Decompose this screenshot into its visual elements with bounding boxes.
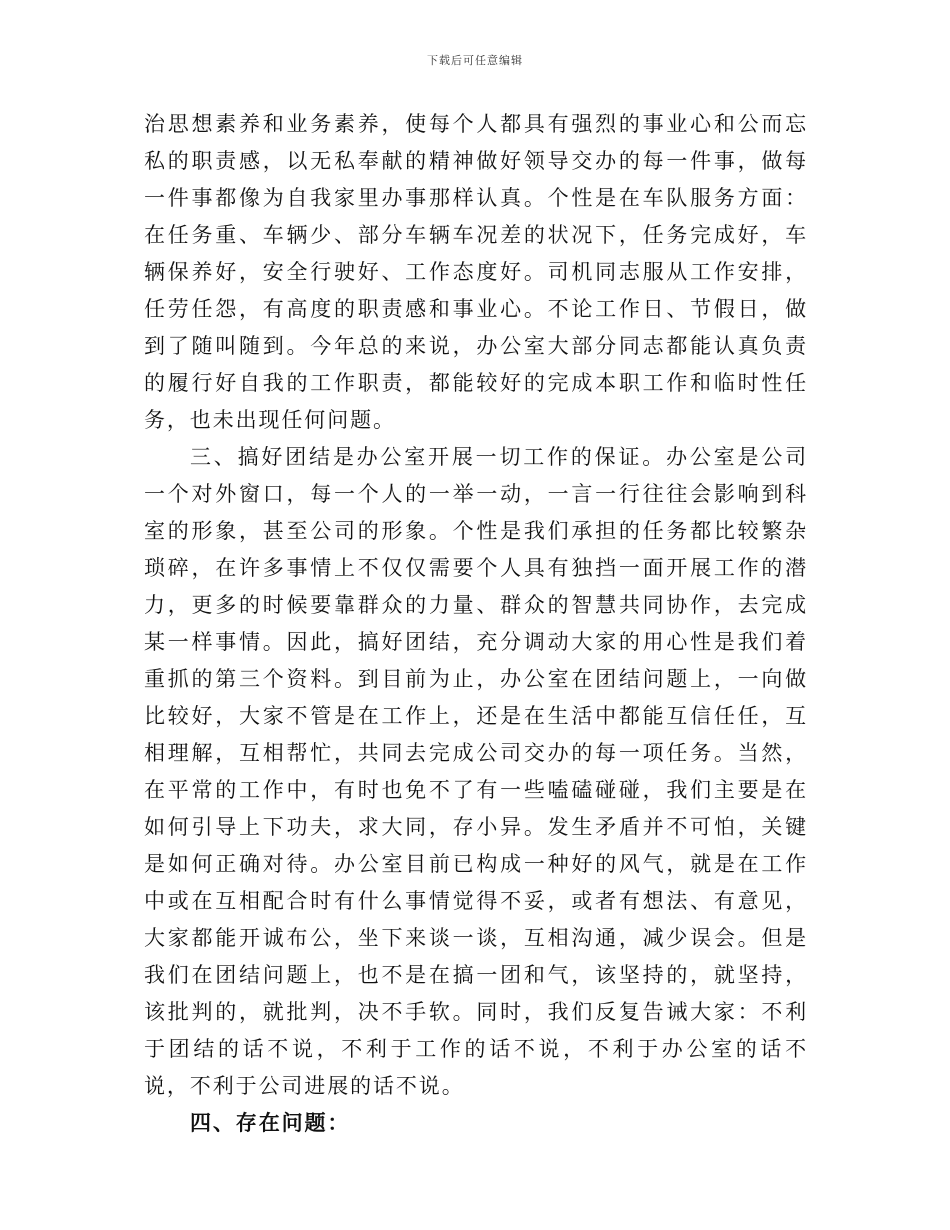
section-heading-problems: 四、存在问题： bbox=[190, 1111, 351, 1135]
page-header: 下载后可任意编辑 bbox=[427, 54, 523, 67]
body-paragraph-unity: 三、搞好团结是办公室开展一切工作的保证。办公室是公司一个对外窗口，每一个人的一举一动，一言一行往往会影响到科室的形象，甚至公司的形象。个性是我们承担的任务都比较繁杂琐碎，在许多事情上不仅仅需要个人具有独挡一面开展工作的潜力，更多的时候要靠群众的力量、群众的智慧共同协作，去完成某一样事情。因此，搞好团结，充分调动大家的用心性是我们着重抓的第三个资料。到目前为止，办公室在团结问题上，一向做比较好，大家不管是在工作上，还是在生活中都能互信任任，互相理解，互相帮忙，共同去完成公司交办的每一项任务。当然，在平常的工作中，有时也免不了有一些嗑磕碰碰，我们主要是在如何引导上下功夫，求大同，存小异。发生矛盾并不可怕，关键是如何正确对待。办公室目前已构成一种好的风气，就是在工作中或在互相配合时有什么事情觉得不妥，或者有想法、有意见，大家都能开诚布公，坐下来谈一谈，互相沟通，减少误会。但是我们在团结问题上，也不是在搞一团和气，该坚持的，就坚持，该批判的，就批判，决不手软。同时，我们反复告诫大家：不利于团结的话不说，不利于工作的话不说，不利于办公室的话不说，不利于公司进展的话不说。 bbox=[144, 445, 808, 1098]
document-body bbox=[144, 106, 808, 1142]
body-paragraph-continued: 治思想素养和业务素养，使每个人都具有强烈的事业心和公而忘私的职责感，以无私奉献的精神做好领导交办的每一件事，做每一件事都像为自我家里办事那样认真。个性是在车队服务方面：在任务重、车辆少、部分车辆车况差的状况下，任务完成好，车辆保养好，安全行驶好、工作态度好。司机同志服从工作安排，任劳任怨，有高度的职责感和事业心。不论工作日、节假日，做到了随叫随到。今年总的来说，办公室大部分同志都能认真负责的履行好自我的工作职责，都能较好的完成本职工作和临时性任务，也未出现任何问题。 bbox=[144, 112, 808, 432]
